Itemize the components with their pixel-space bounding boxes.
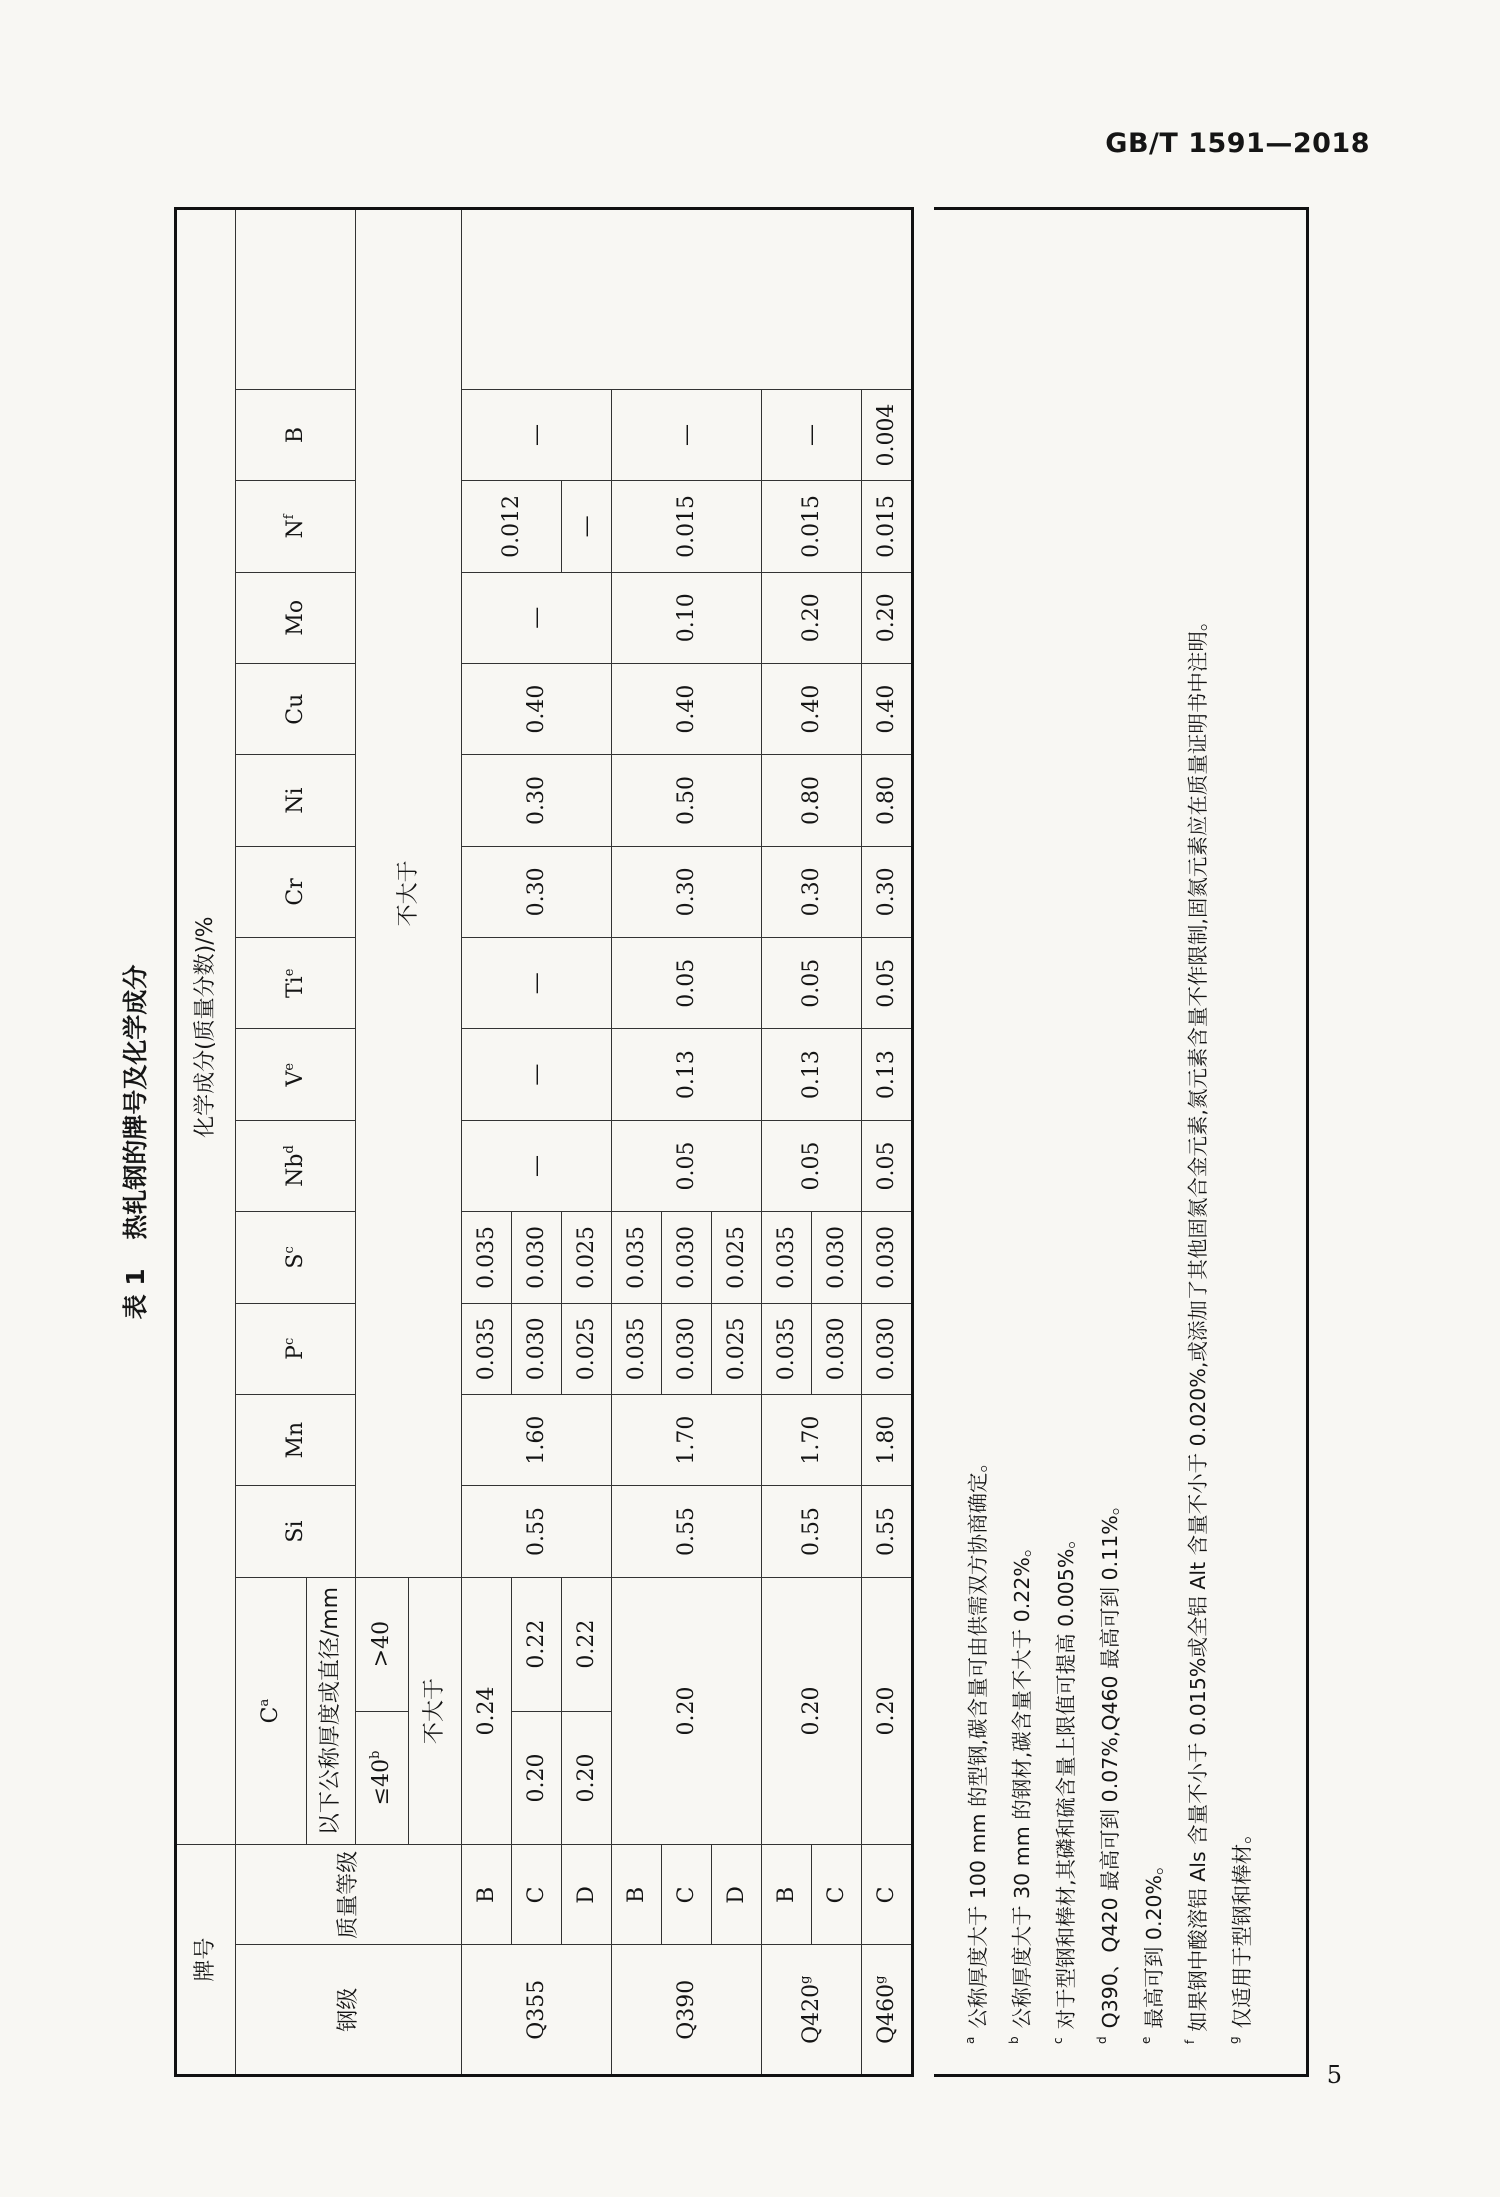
ti-cell: —: [462, 938, 612, 1029]
col-ti-header: Ti$^e$: [236, 938, 356, 1029]
nb-cell: —: [462, 1120, 612, 1211]
col-ni-header: Ni: [236, 755, 356, 846]
not-greater-header: 不大于: [356, 209, 462, 1578]
grade-q460: Q460$^g$: [862, 1945, 913, 2076]
quality-cell: C: [512, 1845, 562, 1945]
col-mo-header: Mo: [236, 572, 356, 663]
nb-cell: 0.05: [762, 1120, 862, 1211]
c-cell: 0.22: [512, 1577, 562, 1711]
footnote: $^b$公称厚度大于 30 mm 的钢材,碳含量不大于 0.22%。: [1007, 1536, 1034, 2044]
s-cell: 0.030: [812, 1212, 862, 1303]
col-mn-header: Mn: [236, 1394, 356, 1485]
si-cell: 0.55: [862, 1486, 913, 1577]
footnote: $^d$Q390、Q420 最高可到 0.07%,Q460 最高可到 0.11%。: [1095, 1494, 1122, 2044]
table-caption: [116, 207, 152, 2077]
table-title: 热轧钢的牌号及化学成分: [121, 964, 150, 1240]
n-cell: 0.015: [612, 481, 762, 572]
mn-cell: 1.70: [612, 1394, 762, 1485]
quality-cell: D: [562, 1845, 612, 1945]
table-row: [862, 209, 913, 2076]
quality-cell: B: [762, 1845, 812, 1945]
mn-cell: 1.60: [462, 1394, 612, 1485]
footnote: $^e$最高可到 0.20%。: [1139, 1854, 1166, 2044]
col-c-header: $C^a$: [236, 1577, 307, 1845]
b-cell: 0.004: [862, 389, 913, 480]
cu-cell: 0.40: [612, 663, 762, 754]
p-cell: 0.035: [612, 1303, 662, 1394]
quality-class-header: 质量等级: [236, 1845, 462, 1945]
c-cell: 0.20: [862, 1577, 913, 1845]
thickness-header: 以下公称厚度或直径/mm: [307, 1577, 356, 1845]
ti-cell: 0.05: [862, 938, 913, 1029]
mo-cell: 0.20: [762, 572, 862, 663]
mo-cell: 0.10: [612, 572, 762, 663]
v-cell: —: [462, 1029, 612, 1120]
quality-cell: D: [712, 1845, 762, 1945]
ni-cell: 0.80: [762, 755, 862, 846]
s-cell: 0.035: [612, 1212, 662, 1303]
v-cell: 0.13: [862, 1029, 913, 1120]
ti-cell: 0.05: [762, 938, 862, 1029]
mo-cell: —: [462, 572, 612, 663]
n-cell: 0.012: [462, 481, 562, 572]
col-cu-header: Cu: [236, 663, 356, 754]
p-cell: 0.030: [812, 1303, 862, 1394]
quality-cell: C: [812, 1845, 862, 1945]
quality-cell: B: [462, 1845, 512, 1945]
table-footnotes: [934, 207, 1309, 2077]
chemical-composition-table: [174, 207, 914, 2077]
mo-cell: 0.20: [862, 572, 913, 663]
c-cell: 0.20: [562, 1711, 612, 1845]
table-row: [612, 209, 662, 2076]
ti-cell: 0.05: [612, 938, 762, 1029]
le40-header: $\le 40^b$: [356, 1711, 409, 1845]
c-cell: 0.20: [762, 1577, 862, 1845]
c-cell: 0.22: [562, 1577, 612, 1711]
footnote: $^c$对于型钢和棒材,其磷和硫含量上限值可提高 0.005%。: [1051, 1528, 1078, 2044]
steel-grade-header: 钢级: [236, 1945, 462, 2076]
ni-cell: 0.80: [862, 755, 913, 846]
p-cell: 0.035: [462, 1303, 512, 1394]
si-cell: 0.55: [612, 1486, 762, 1577]
s-cell: 0.030: [662, 1212, 712, 1303]
table-row: [462, 209, 512, 2076]
c-cell: 0.20: [612, 1577, 762, 1845]
col-b-header: B: [236, 389, 356, 480]
grade-q355: Q355: [462, 1945, 612, 2076]
c-not-greater-header: 不大于: [409, 1577, 462, 1845]
c-cell: 0.24: [462, 1577, 512, 1845]
cu-cell: 0.40: [462, 663, 612, 754]
b-cell: —: [762, 389, 862, 480]
footnote: $^a$公称厚度大于 100 mm 的型钢,碳含量可由供需双方协商确定。: [963, 1452, 990, 2044]
cu-cell: 0.40: [762, 663, 862, 754]
ni-cell: 0.30: [462, 755, 612, 846]
footnote: $^f$如果钢中酸溶铝 Als 含量不小于 0.015%或全铝 Alt 含量不小于 0.020%,或添加了其他固氮合金元素,氮元素含量不作限制,固氮元素应在质量证明书中注明。: [1183, 610, 1210, 2044]
col-si-header: Si: [236, 1486, 356, 1577]
col-cr-header: Cr: [236, 846, 356, 937]
n-cell: —: [562, 481, 612, 572]
col-nb-header: Nb$^d$: [236, 1120, 356, 1211]
grade-header: 牌号: [176, 1845, 236, 2076]
p-cell: 0.035: [762, 1303, 812, 1394]
si-cell: 0.55: [762, 1486, 862, 1577]
s-cell: 0.025: [712, 1212, 762, 1303]
s-cell: 0.025: [562, 1212, 612, 1303]
s-cell: 0.035: [762, 1212, 812, 1303]
si-cell: 0.55: [462, 1486, 612, 1577]
page-number: 5: [1326, 2061, 1342, 2089]
v-cell: 0.13: [612, 1029, 762, 1120]
nb-cell: 0.05: [612, 1120, 762, 1211]
s-cell: 0.030: [512, 1212, 562, 1303]
quality-cell: C: [862, 1845, 913, 1945]
grade-q390: Q390: [612, 1945, 762, 2076]
col-n-header: $N^f$: [236, 481, 356, 572]
table-row: [762, 209, 812, 2076]
footnote: $^g$仅适用于型钢和棒材。: [1227, 1823, 1254, 2044]
n-cell: 0.015: [862, 481, 913, 572]
p-cell: 0.030: [862, 1303, 913, 1394]
cr-cell: 0.30: [462, 846, 612, 937]
cu-cell: 0.40: [862, 663, 913, 754]
v-cell: 0.13: [762, 1029, 862, 1120]
standard-number: GB/T 1591—2018: [1105, 128, 1370, 159]
p-cell: 0.025: [562, 1303, 612, 1394]
p-cell: 0.025: [712, 1303, 762, 1394]
nb-cell: 0.05: [862, 1120, 913, 1211]
cr-cell: 0.30: [612, 846, 762, 937]
mn-cell: 1.70: [762, 1394, 862, 1485]
s-cell: 0.030: [862, 1212, 913, 1303]
col-p-header: $P^c$: [236, 1303, 356, 1394]
table-label: 表 1: [121, 1268, 150, 1320]
quality-cell: B: [612, 1845, 662, 1945]
b-cell: —: [612, 389, 762, 480]
col-s-header: $S^c$: [236, 1212, 356, 1303]
grade-q420: Q420$^g$: [762, 1945, 862, 2076]
p-cell: 0.030: [662, 1303, 712, 1394]
cr-cell: 0.30: [762, 846, 862, 937]
chem-header: 化学成分(质量分数)/%: [176, 209, 236, 1845]
gt40-header: >40: [356, 1577, 409, 1711]
s-cell: 0.035: [462, 1212, 512, 1303]
mn-cell: 1.80: [862, 1394, 913, 1485]
b-cell: —: [462, 389, 612, 480]
n-cell: 0.015: [762, 481, 862, 572]
ni-cell: 0.50: [612, 755, 762, 846]
quality-cell: C: [662, 1845, 712, 1945]
rotated-table-block: [121, 207, 1309, 2077]
p-cell: 0.030: [512, 1303, 562, 1394]
col-v-header: Ve: [236, 1029, 356, 1120]
cr-cell: 0.30: [862, 846, 913, 937]
c-cell: 0.20: [512, 1711, 562, 1845]
